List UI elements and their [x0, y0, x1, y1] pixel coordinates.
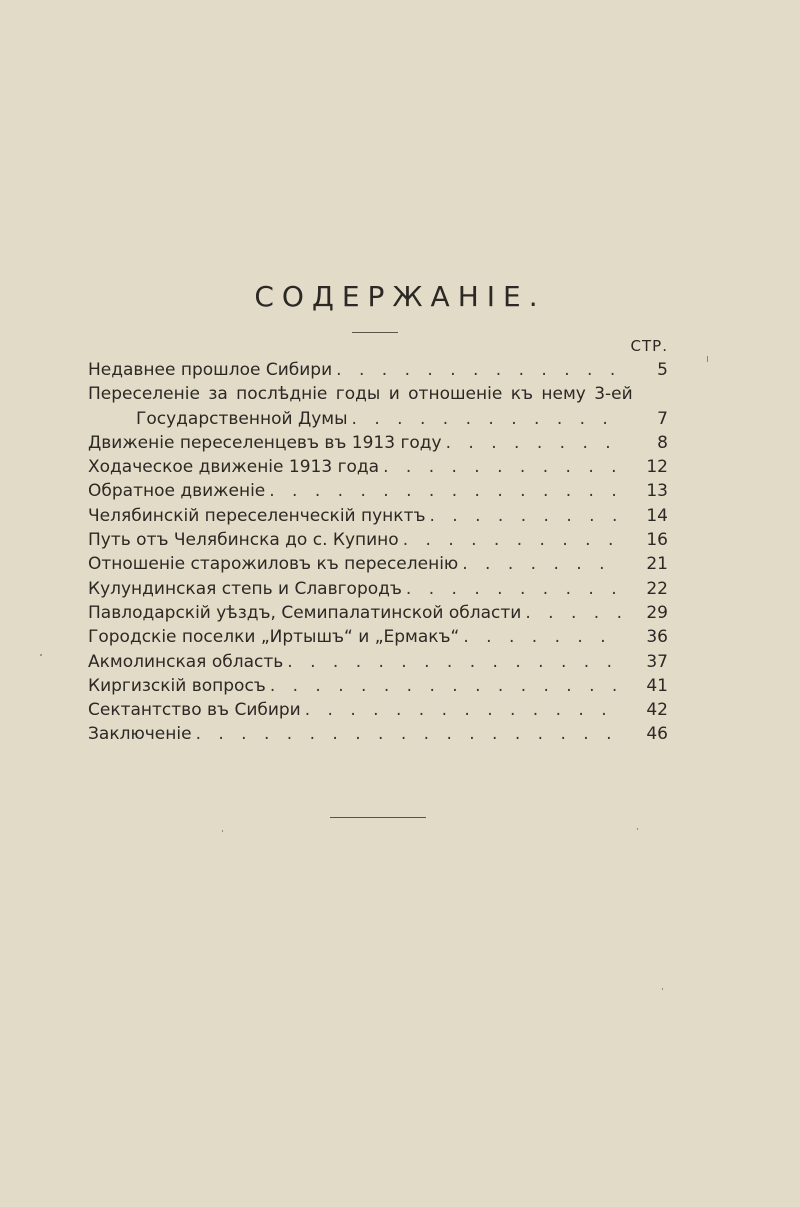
toc-entry-page: 5 [622, 358, 668, 382]
toc-entry-title: Киргизскій вопросъ [88, 674, 270, 698]
toc-entry [88, 504, 668, 528]
toc-entry-page: 41 [622, 674, 668, 698]
toc-entry-title: Сектантство въ Сибири [88, 698, 305, 722]
paper-speck [707, 356, 708, 362]
toc-entry-page: 14 [622, 504, 668, 528]
toc-entry-title: Павлодарскій уѣздъ, Семипалатинской области [88, 601, 525, 625]
paper-speck [637, 828, 638, 830]
dot-leader [406, 577, 622, 601]
toc-entry-title: Движеніе переселенцевъ въ 1913 году [88, 431, 446, 455]
dot-leader [446, 431, 622, 455]
dot-leader [196, 722, 622, 746]
toc-entry [88, 722, 668, 746]
dot-leader [270, 674, 622, 698]
toc-entry-page: 29 [622, 601, 668, 625]
toc-entry [88, 625, 668, 649]
toc-entry [88, 601, 668, 625]
toc-entry [88, 577, 668, 601]
paper-speck [222, 830, 223, 832]
toc-entry-page: 7 [622, 407, 668, 431]
toc-entry-page: 37 [622, 650, 668, 674]
toc-entry-title: Челябинскій переселенческій пунктъ [88, 504, 429, 528]
toc-entry [88, 479, 668, 503]
toc-entry-title: Кулундинская степь и Славгородъ [88, 577, 406, 601]
toc-entry [88, 674, 668, 698]
toc-entry [88, 431, 668, 455]
toc-entry [88, 528, 668, 552]
toc-entry-page: 13 [622, 479, 668, 503]
dot-leader [525, 601, 622, 625]
title-underline [352, 332, 398, 333]
toc-entry-title: Путь отъ Челябинска до с. Купино [88, 528, 403, 552]
dot-leader [383, 455, 622, 479]
dot-leader [352, 407, 622, 431]
toc-entry-title: Переселеніе за послѣдніе годы и отношеніе къ нему 3-ей [88, 384, 633, 405]
toc-entry-page: 12 [622, 455, 668, 479]
page-column-label: СТР. [630, 337, 668, 355]
toc-entry [88, 552, 668, 576]
toc-entry-page: 22 [622, 577, 668, 601]
toc-entry-title: Городскіе поселки „Иртышъ“ и „Ермакъ“ [88, 625, 463, 649]
toc-entry-title: Ходаческое движеніе 1913 года [88, 455, 383, 479]
dot-leader [269, 479, 622, 503]
closing-rule [330, 817, 426, 818]
dot-leader [429, 504, 622, 528]
dot-leader [462, 552, 622, 576]
dot-leader [287, 650, 622, 674]
page-title: СОДЕРЖАНІЕ. [254, 280, 546, 313]
toc-entry [88, 650, 668, 674]
toc-entry [88, 455, 668, 479]
toc-entry-title: Обратное движеніе [88, 479, 269, 503]
toc-entry-page: 8 [622, 431, 668, 455]
toc-entry-page: 36 [622, 625, 668, 649]
toc-entry-title-continued: Государственной Думы [136, 407, 352, 431]
toc-entry-page: 16 [622, 528, 668, 552]
toc-entry-title: Отношеніе старожиловъ къ переселенію [88, 552, 462, 576]
toc-entry [88, 358, 668, 382]
paper-speck [40, 654, 42, 656]
toc-entry [88, 698, 668, 722]
toc-entry-page: 21 [622, 552, 668, 576]
toc-entry-title: Акмолинская область [88, 650, 287, 674]
toc-entry-title: Заключеніе [88, 722, 196, 746]
toc-entry-page: 46 [622, 722, 668, 746]
toc-entry-title: Недавнее прошлое Сибири [88, 358, 336, 382]
dot-leader [305, 698, 622, 722]
dot-leader [463, 625, 622, 649]
dot-leader [336, 358, 622, 382]
dot-leader [403, 528, 622, 552]
table-of-contents [88, 358, 668, 747]
toc-entry-page: 42 [622, 698, 668, 722]
toc-entry [88, 382, 668, 431]
paper-speck [662, 988, 663, 990]
